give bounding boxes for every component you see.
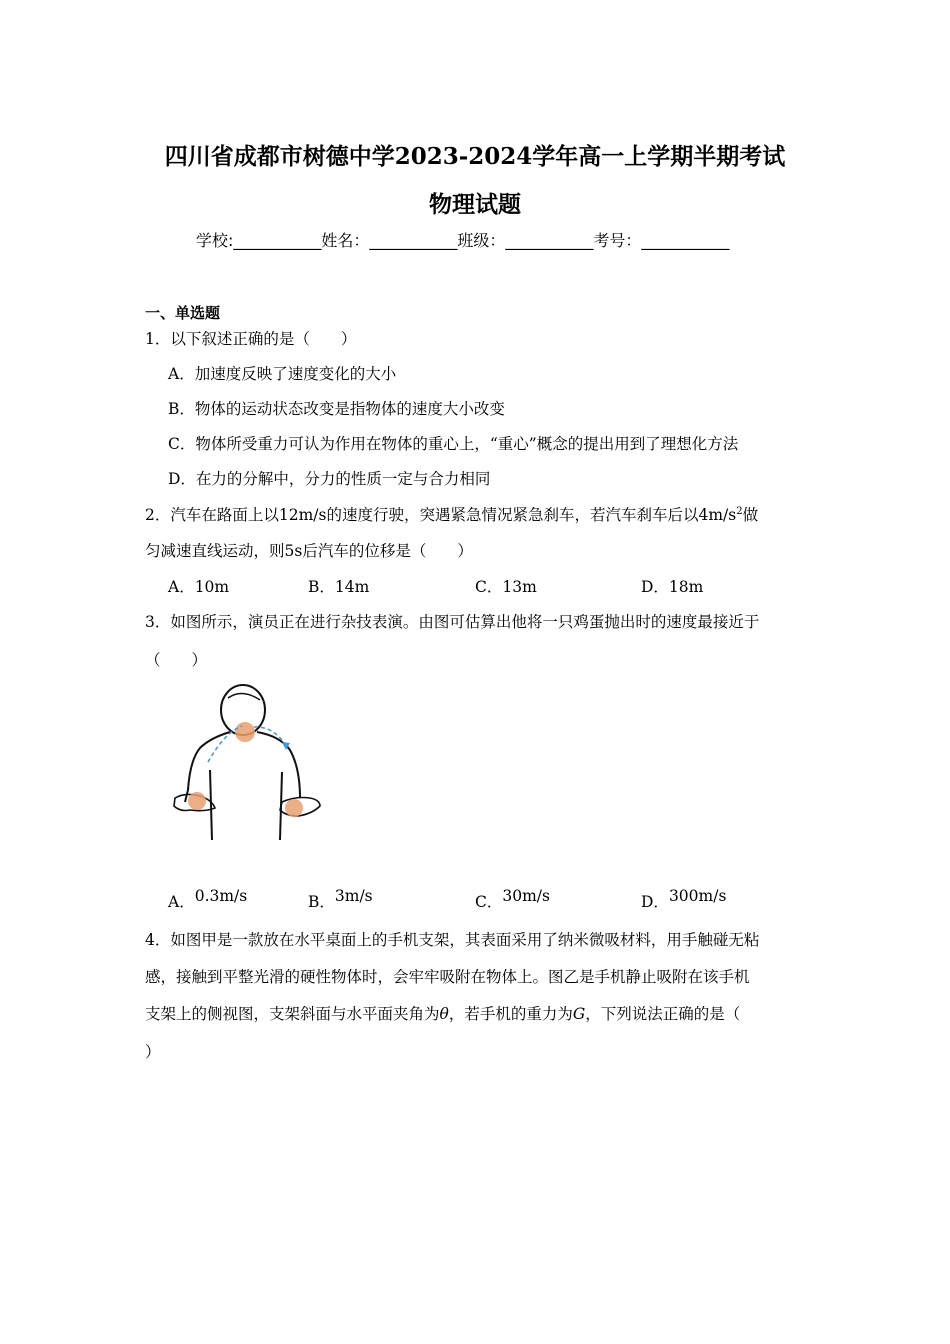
q1-option-a: A．加速度反映了速度变化的大小 [168, 365, 397, 383]
q2-option-d: D．18m [641, 578, 704, 596]
q2-stem-text: 2．汽车在路面上以12m/s的速度行驶，突遇紧急情况紧急刹车，若汽车刹车后以4m/s [145, 506, 737, 524]
egg-right [285, 799, 303, 817]
torso-left-line [210, 770, 212, 840]
q2-option-a: A．10m [168, 578, 230, 596]
q1-option-d: D．在力的分解中，分力的性质一定与合力相同 [168, 470, 491, 488]
q4-stem-line3 [145, 1002, 740, 1024]
q3-option-b-letter: B． [308, 893, 335, 911]
q4-line3-text: 支架上的侧视图，支架斜面与水平面夹角为 [145, 1005, 440, 1023]
exam-title: 四川省成都市树德中学2023-2024学年高一上学期半期考试 [164, 143, 786, 170]
q3-option-a-value: 0.3m/s [194, 887, 248, 905]
right-shoulder-line [257, 732, 300, 798]
egg-left [188, 792, 206, 810]
q1-option-b: B．物体的运动状态改变是指物体的速度大小改变 [168, 400, 505, 418]
q2-stem-end: 做 [742, 506, 759, 524]
q4-line3-text-2: ，若手机的重力为 [448, 1005, 573, 1023]
q3-option-d [641, 887, 727, 912]
q1-option-c: C．物体所受重力可认为作用在物体的重心上，“重心”概念的提出用到了理想化方法 [168, 435, 739, 453]
q3-option-b [308, 887, 373, 912]
gravity-symbol: G [572, 1005, 586, 1023]
exam-subtitle: 物理试题 [429, 191, 521, 218]
q3-option-c-value: 30m/s [502, 887, 550, 905]
left-shoulder-line [185, 732, 230, 802]
q3-option-c [475, 887, 550, 912]
q3-stem-line1: 3．如图所示，演员正在进行杂技表演。由图可估算出他将一只鸡蛋抛出时的速度最接近于 [145, 613, 760, 631]
q2-superscript: 2 [736, 506, 743, 517]
hair-line [228, 693, 260, 700]
juggler-figure [170, 680, 325, 840]
q3-stem-line2: （ ） [145, 651, 208, 669]
egg-top [235, 722, 255, 742]
student-info-line: 学校:___________姓名：___________班级：___________考号：___________ [196, 231, 730, 250]
q4-stem-line2: 感，接触到平整光滑的硬性物体时，会牢牢吸附在物体上。图乙是手机静止吸附在该手机 [145, 968, 750, 986]
q2-stem-line2: 匀减速直线运动，则5s后汽车的位移是（ ） [145, 542, 473, 560]
q3-option-b-value: 3m/s [334, 887, 373, 905]
q4-stem-line4: ） [145, 1043, 161, 1061]
q4-line3-text-3: ，下列说法正确的是（ [585, 1005, 741, 1023]
theta-symbol: θ [439, 1005, 449, 1023]
q3-option-d-value: 300m/s [668, 887, 727, 905]
section-heading: 一、单选题 [145, 304, 221, 322]
q2-option-b: B．14m [308, 578, 370, 596]
q2-option-c: C．13m [475, 578, 537, 596]
q4-stem-line1: 4．如图甲是一款放在水平桌面上的手机支架，其表面采用了纳米微吸材料，用手触碰无粘 [145, 931, 760, 949]
q1-stem: 1．以下叙述正确的是（ ） [145, 330, 357, 348]
q3-option-a [168, 887, 248, 912]
q2-stem-line1 [145, 503, 758, 525]
q3-option-a-letter: A． [168, 893, 195, 911]
q3-option-c-letter: C． [475, 893, 503, 911]
q3-option-d-letter: D． [641, 893, 669, 911]
